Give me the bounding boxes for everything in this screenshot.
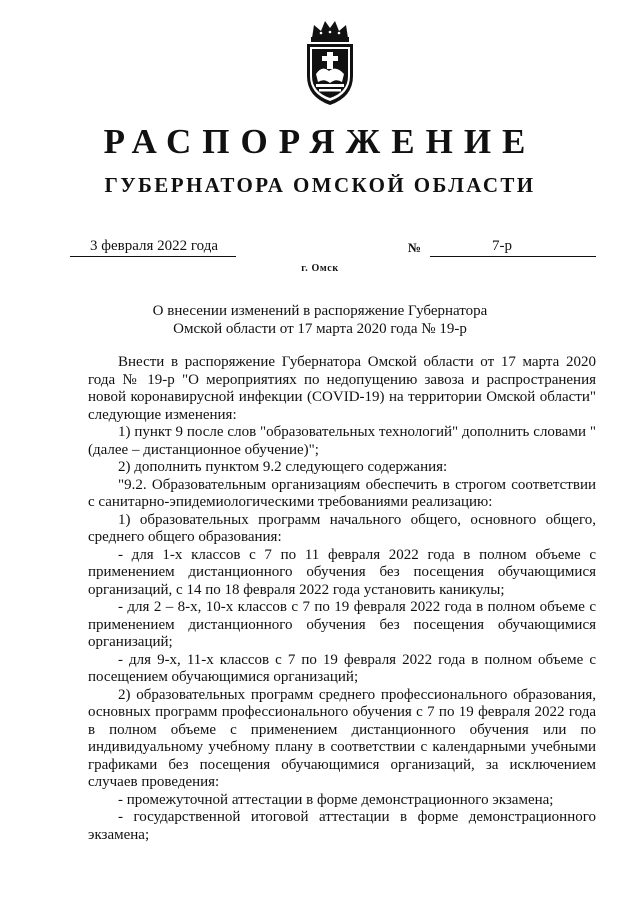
document-date: 3 февраля 2022 года <box>90 238 219 254</box>
paragraph: - государственной итоговой аттестации в форме демонстрационного экзамена; <box>88 809 596 843</box>
document-type-title: РАСПОРЯЖЕНИЕ <box>103 122 537 161</box>
paragraph: - для 1-х классов с 7 по 11 февраля 2022 года в полном объеме с применением дистанционного обучения без посещения обучающимися организаций, с 14 по 18 февраля 2022 года установить каникулы; <box>88 546 596 598</box>
number-field <box>430 236 596 257</box>
document-number: 7-р <box>492 238 512 254</box>
paragraph: - для 2 – 8-х, 10-х классов с 7 по 19 февраля 2022 года в полном объеме с применением дистанционного обучения без посещения обучающимися организаций; <box>88 599 596 650</box>
date-field <box>70 236 236 257</box>
document-subject <box>0 302 640 338</box>
issuer-title: ГУБЕРНАТОРА ОМСКОЙ ОБЛАСТИ <box>104 173 536 197</box>
paragraph: Внести в распоряжение Губернатора Омской области от 17 марта 2020 года № 19-р "О мероприятиях по недопущению завоза и распространения новой коронавирусной инфекции (COVID-19) на территории Омской области" следующие изменения: <box>88 354 596 423</box>
subject-line: Омской области от 17 марта 2020 года № 19-р <box>173 321 467 337</box>
document-body <box>88 354 596 844</box>
paragraph: 2) образовательных программ среднего профессионального образования, основных программ профессионального обучения с 7 по 19 февраля 2022 года в полном объеме с применением дистанционного обучения или по индивидуальному учебному плану в соответствии с календарными учебными графиками без посещения обучающимися организаций, за исключением случаев проведения: <box>88 686 596 790</box>
paragraph: - промежуточной аттестации в форме демонстрационного экзамена; <box>118 791 554 808</box>
omsk-coat-of-arms-icon <box>298 20 362 106</box>
number-sign: № <box>408 240 422 255</box>
paragraph: 1) образовательных программ начального общего, основного общего, среднего общего образования: <box>88 511 596 545</box>
paragraph: 1) пункт 9 после слов "образовательных технологий" дополнить словами "(далее – дистанционное обучение)"; <box>88 424 596 458</box>
subject-line: О внесении изменений в распоряжение Губернатора <box>152 303 488 319</box>
place-of-issue: г. Омск <box>301 263 339 274</box>
paragraph: "9.2. Образовательным организациям обеспечить в строгом соответствии с санитарно-эпидемиологическими требованиями реализацию: <box>88 476 596 510</box>
paragraph: - для 9-х, 11-х классов с 7 по 19 февраля 2022 года в полном объеме с посещением обучающимися организаций; <box>88 651 596 685</box>
paragraph: 2) дополнить пунктом 9.2 следующего содержания: <box>118 459 448 475</box>
